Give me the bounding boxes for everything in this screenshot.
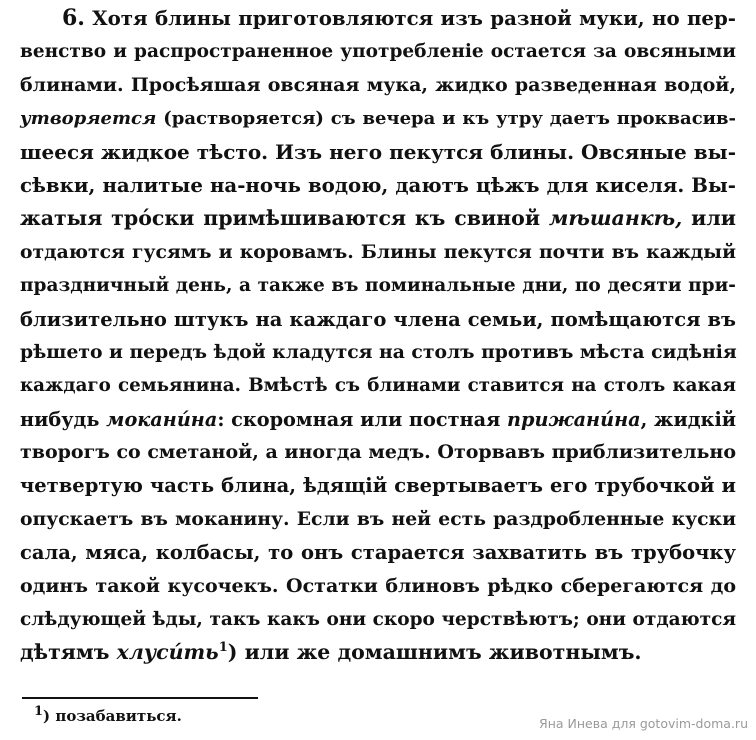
text-line bbox=[20, 603, 736, 636]
emphasized-term: мѣшанкѣ, bbox=[548, 206, 683, 231]
text-run: или bbox=[682, 206, 736, 231]
emphasized-term: прижани́на bbox=[507, 407, 641, 431]
footnote-reference: 1 bbox=[218, 640, 228, 656]
footnote bbox=[34, 704, 182, 725]
text-run: опускаетъ въ моканину. Если въ ней есть раздробленные куски bbox=[20, 507, 736, 530]
text-run: , жидкій bbox=[640, 407, 737, 431]
text-run: одинъ такой кусочекъ. Остатки блиновъ рѣдко сберегаются до bbox=[20, 574, 736, 597]
text-run: жатыя трóски примѣшиваются къ свиной bbox=[20, 206, 549, 231]
text-line bbox=[20, 102, 736, 135]
emphasized-term: мокани́на bbox=[106, 407, 218, 431]
text-run: сала, мяса, колбасы, то онъ старается захватить въ трубочку bbox=[20, 541, 736, 565]
text-run: : скоромная или постная bbox=[217, 407, 507, 431]
emphasized-term: хлуси́ть bbox=[116, 640, 219, 665]
text-run: дѣтямъ bbox=[20, 640, 117, 665]
text-line bbox=[20, 536, 736, 569]
text-line bbox=[20, 469, 736, 502]
text-run: творогъ со сметаной, а иногда медъ. Оторвавъ приблизительно bbox=[20, 441, 736, 464]
text-line bbox=[20, 503, 736, 536]
text-run: венство и распространенное употребленіе остается за овсяными bbox=[20, 41, 736, 63]
text-run: четвертую часть блина, ѣдящій свертываетъ его трубочкой и bbox=[20, 474, 736, 498]
text-line bbox=[20, 636, 736, 669]
footnote-divider bbox=[22, 697, 258, 699]
text-line bbox=[20, 136, 736, 169]
text-run: отдаются гусямъ и коровамъ. Блины пекутся почти въ каждый bbox=[20, 240, 736, 263]
emphasized-term: утворяется bbox=[20, 108, 157, 130]
text-line bbox=[20, 35, 736, 68]
text-line bbox=[20, 369, 736, 402]
text-line bbox=[20, 236, 736, 269]
watermark: Яна Инева для gotovim-doma.ru bbox=[539, 716, 748, 731]
text-line bbox=[20, 202, 736, 235]
text-run: Хотя блины приготовляются изъ разной муки, но пер- bbox=[92, 6, 736, 30]
text-run: блинами. Просѣяшая овсяная мука, жидко разведенная водой, bbox=[20, 73, 736, 96]
text-run: близительно штукъ на каждаго члена семьи, помѣщаются въ bbox=[20, 307, 736, 331]
text-run: нибудь bbox=[20, 407, 107, 431]
text-line bbox=[20, 436, 736, 469]
text-line bbox=[20, 570, 736, 603]
text-run: сѣвки, налитые на-ночь водою, даютъ цѣжъ для киселя. Вы- bbox=[20, 172, 736, 197]
paragraph-6 bbox=[20, 2, 736, 670]
text-line bbox=[20, 2, 736, 35]
text-run: праздничный день, а также въ поминальные дни, по десяти при- bbox=[20, 275, 736, 297]
text-run: (растворяется) съ вечера и къ утру даетъ проквасив- bbox=[156, 108, 736, 130]
text-line bbox=[20, 403, 736, 436]
text-run: слѣдующей ѣды, такъ какъ они скоро черствѣютъ; они отдаются bbox=[20, 609, 736, 631]
text-line bbox=[20, 69, 736, 102]
text-run: каждаго семьянина. Вмѣстѣ съ блинами ставится на столъ какая bbox=[20, 375, 736, 397]
footnote-text: ) позабавиться. bbox=[43, 707, 182, 725]
footnote-marker: 1 bbox=[34, 704, 44, 719]
text-line bbox=[20, 169, 736, 202]
text-line bbox=[20, 303, 736, 336]
text-run: ) или же домашнимъ животнымъ. bbox=[227, 640, 642, 665]
text-line bbox=[20, 336, 736, 369]
paragraph-number: 6. bbox=[62, 5, 85, 31]
text-line bbox=[20, 269, 736, 302]
text-run: шееся жидкое тѣсто. Изъ него пекутся блины. Овсяные вы- bbox=[20, 139, 736, 164]
text-run: рѣшето и передъ ѣдой кладутся на столъ противъ мѣста сидѣнія bbox=[20, 340, 737, 363]
